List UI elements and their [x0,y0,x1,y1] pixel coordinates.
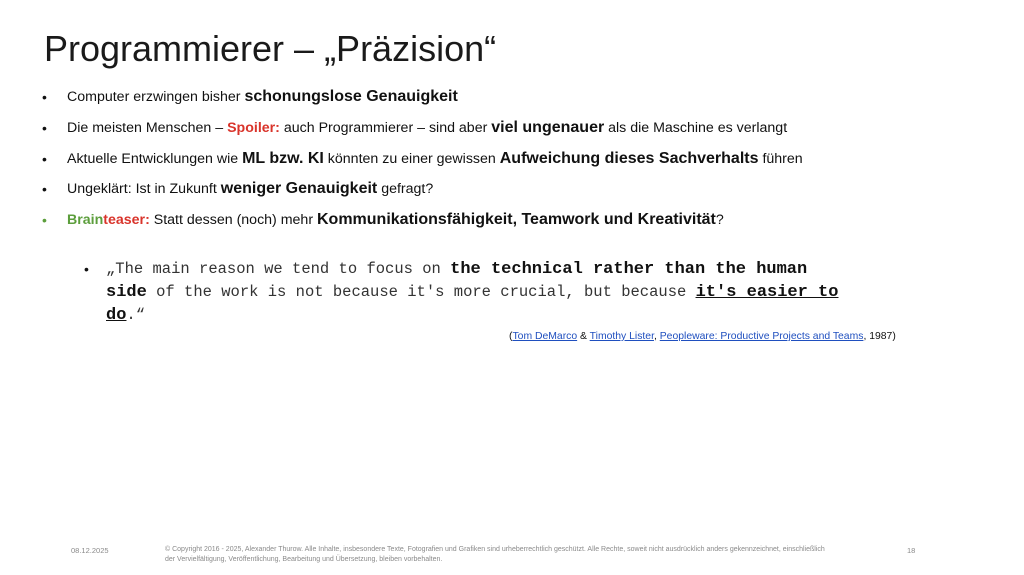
citation-text: & [577,331,590,342]
bullet-text: Ungeklärt: Ist in Zukunft [67,181,221,198]
bullet-text: ? [715,212,724,229]
slide-title: Programmierer – „Präzision“ [44,28,497,69]
bullet-item [42,119,1002,137]
author-link-lister[interactable]: Timothy Lister [589,331,654,342]
author-link-demarco[interactable]: Tom DeMarco [512,331,578,342]
bullet-emphasis: ML bzw. KI [242,149,324,167]
bullet-icon: • [42,89,47,105]
quote-text [106,258,844,327]
bullet-icon: • [42,212,47,229]
bullet-emphasis: Aufweichung dieses Sachverhalts [499,149,759,167]
quote-open: „The main reason we tend to focus on [106,260,451,278]
quote-middle: of the work is not because it's more crucial, but because [146,283,696,301]
bullet-item [42,211,1002,229]
teaser-label: teaser: [103,212,150,229]
footer-copyright: © Copyright 2016 - 2025, Alexander Thurow. Alle Inhalte, insbesondere Texte, Fotografien und Grafiken sind urheberrechtlich geschützt. Alle Rechte, soweit nicht ausdrücklich anders gekennzeichnet, einschließlich der Vervielfältigung, Veröffentlichung, Bearbeitung und Übersetzung, bleiben vorbehalten. [165,546,825,563]
bullet-icon: • [84,261,89,277]
spoiler-label: Spoiler: [227,119,280,136]
quote-block [84,258,844,327]
footer-date: 08.12.2025 [71,546,109,555]
bullet-emphasis: weniger Genauigkeit [220,180,378,198]
citation [509,331,896,342]
bullet-icon: • [42,181,47,198]
bullet-text: Aktuelle Entwicklungen wie [67,150,243,167]
bullet-emphasis: viel ungenauer [491,118,605,136]
bullet-list [42,88,1002,242]
quote-emphasis-underlined: it's easier to do [106,283,839,325]
bullet-text: Statt dessen (noch) mehr [149,212,317,229]
bullet-text: Die meisten Menschen – [67,119,228,136]
bullet-emphasis: Kommunikationsfähigkeit, Teamwork und Kreativität [317,211,716,229]
bullet-item [42,180,1002,198]
bullet-text: gefragt? [377,181,434,198]
bullet-icon: • [42,119,47,136]
bullet-text: Computer erzwingen bisher [67,89,245,105]
quote-close: .“ [126,306,146,324]
bullet-emphasis: schonungslose Genauigkeit [244,88,458,105]
bullet-text: führen [758,150,803,167]
bullet-item [42,88,1002,106]
page-number: 18 [907,546,916,555]
bullet-text: könnten zu einer gewissen [323,150,500,167]
citation-text: , [653,331,660,342]
bullet-text: auch Programmierer – sind aber [279,119,492,136]
bullet-item [42,150,1002,168]
book-link-peopleware[interactable]: Peopleware: Productive Projects and Teams [659,331,864,342]
bullet-text: als die Maschine es verlangt [604,119,788,136]
citation-text: ( [509,331,513,342]
quote-emphasis: the technical rather than the human side [106,260,808,302]
bullet-icon: • [42,150,47,167]
brain-label: Brain [67,212,104,229]
citation-text: , 1987) [863,331,896,342]
